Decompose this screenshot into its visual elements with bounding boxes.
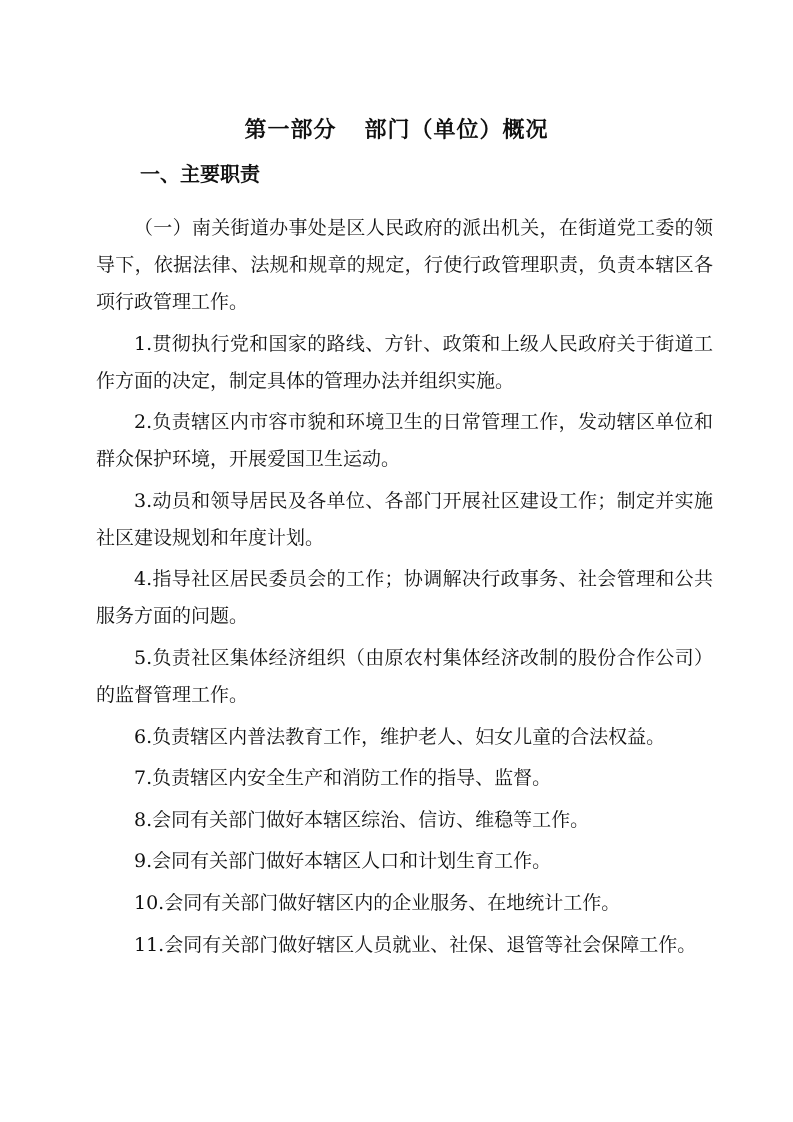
duty-item-7: 7.负责辖区内安全生产和消防工作的指导、监督。 (134, 767, 552, 790)
body-text (96, 210, 713, 968)
duty-item-5: 5.负责社区集体经济组织（由原农村集体经济改制的股份合作公司）的监督管理工作。 (96, 646, 713, 706)
duty-item-3: 3.动员和领导居民及各单位、各部门开展社区建设工作；制定并实施社区建设规划和年度计划。 (96, 489, 713, 549)
section-heading: 一、主要职责 (140, 162, 260, 186)
duty-item-2: 2.负责辖区内市容市貌和环境卫生的日常管理工作，发动辖区单位和群众保护环境，开展爱国卫生运动。 (96, 411, 713, 471)
title-subject: 部门（单位）概况 (364, 118, 549, 143)
duty-item-9: 9.会同有关部门做好本辖区人口和计划生育工作。 (134, 850, 552, 873)
duty-item-4: 4.指导社区居民委员会的工作；协调解决行政事务、社会管理和公共服务方面的问题。 (96, 568, 713, 628)
page-title (0, 114, 793, 148)
duty-item-8: 8.会同有关部门做好本辖区综治、信访、维稳等工作。 (134, 808, 590, 831)
duty-item-10: 10.会同有关部门做好辖区内的企业服务、在地统计工作。 (134, 891, 621, 914)
title-part-label: 第一部分 (244, 118, 337, 143)
duty-item-6: 6.负责辖区内普法教育工作，维护老人、妇女儿童的合法权益。 (134, 725, 666, 748)
duty-item-1: 1.贯彻执行党和国家的路线、方针、政策和上级人民政府关于街道工作方面的决定，制定具体的管理办法并组织实施。 (96, 332, 713, 392)
intro-paragraph: （一）南关街道办事处是区人民政府的派出机关，在街道党工委的领导下，依据法律、法规和规章的规定，行使行政管理职责，负责本辖区各项行政管理工作。 (96, 217, 713, 313)
duty-item-11: 11.会同有关部门做好辖区人员就业、社保、退管等社会保障工作。 (134, 933, 697, 956)
